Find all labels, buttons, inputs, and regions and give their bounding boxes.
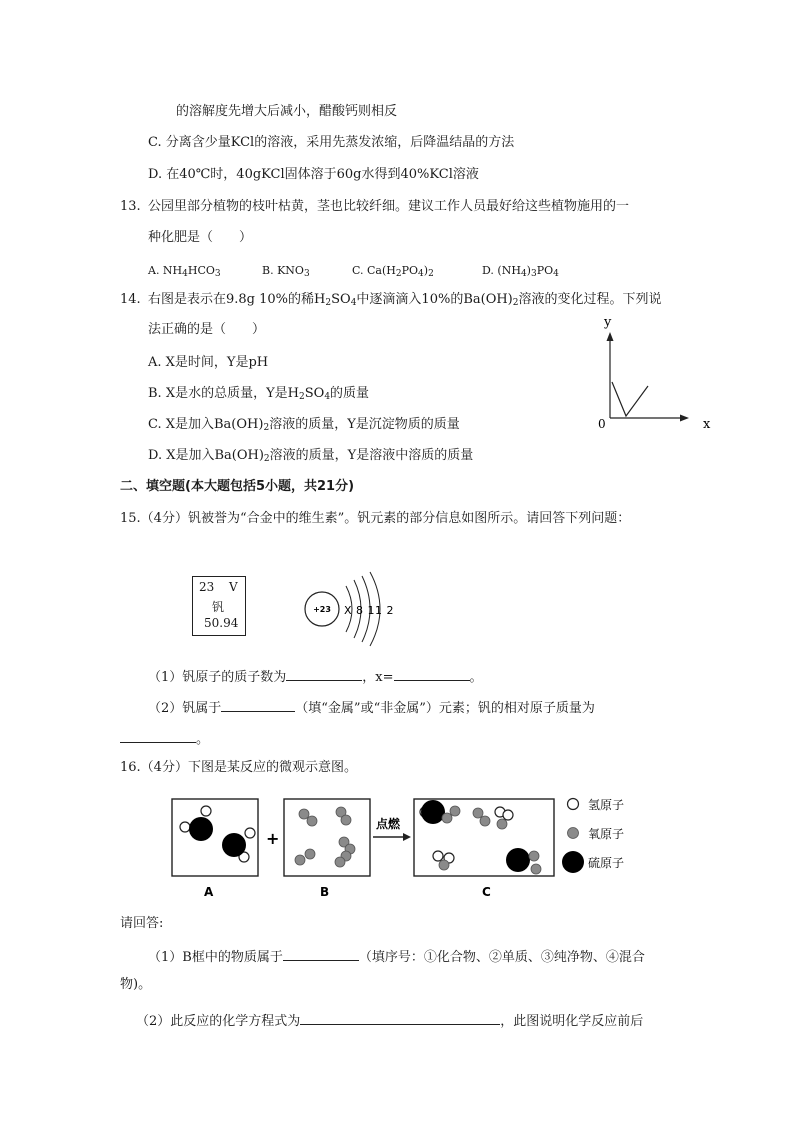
element-symbol: V: [229, 580, 238, 594]
element-card: [192, 576, 246, 636]
q15-sub2-cont: 。: [120, 728, 209, 749]
q16-stem: 16.（4分）下图是某反应的微观示意图。: [120, 760, 357, 775]
q16-blank-b-category[interactable]: [283, 946, 359, 961]
q13-option-c: C. $Ca(H_2PO_4)_2$: [352, 264, 434, 279]
q14-stem-line2: 法正确的是（ ）: [148, 322, 266, 337]
q16-sub1-cont: 物)。: [120, 977, 152, 992]
q14-option-c: C. X是加入$Ba(OH)_2$溶液的质量，Y是沉淀物质的质量: [148, 417, 460, 433]
q14-option-b: B. X是水的总质量，Y是$H_2SO_4$的质量: [148, 386, 370, 402]
section2-title: 二、填空题(本大题包括5小题，共21分): [120, 479, 355, 494]
q14-option-d: D. X是加入$Ba(OH)_2$溶液的质量，Y是溶液中溶质的质量: [148, 448, 474, 464]
box-b-molecules: [295, 807, 355, 867]
q14-y-label: y: [604, 315, 612, 330]
q13-number: 13.: [120, 199, 141, 214]
q13-stem-line2: 种化肥是（ ）: [148, 230, 253, 245]
q12-option-b-continued: 的溶解度先增大后减小，醋酸钙则相反: [176, 104, 398, 119]
q14-graph: [590, 310, 720, 435]
q15-blank-proton-count[interactable]: [286, 666, 362, 681]
q15-blank-atomic-mass[interactable]: [120, 728, 196, 743]
atom-nucleus-charge: +23: [313, 605, 331, 614]
reaction-diagram: [160, 790, 660, 902]
q14-option-a: A. X是时间，Y是pH: [148, 355, 269, 370]
q15-blank-metal[interactable]: [221, 697, 295, 712]
plus-sign: +: [266, 829, 280, 848]
q15-blank-x[interactable]: [394, 666, 470, 681]
q15-sub1: （1）钒原子的质子数为 ，x= 。: [148, 666, 483, 687]
q14-x-label: x: [703, 417, 711, 432]
legend-hydrogen-atom: [568, 799, 579, 810]
q12-option-d: D. 在40℃时，40gKCl固体溶于60g水得到40%KCl溶液: [148, 167, 479, 182]
q12-option-c: C. 分离含少量KCl的溶液，采用先蒸发浓缩，后降温结晶的方法: [148, 135, 515, 150]
q14-v-curve: [612, 382, 648, 416]
legend-sulfur-label: 硫原子: [588, 856, 625, 870]
q16-answer-intro: 请回答:: [120, 916, 164, 931]
q15-sub2: （2）钒属于 （填“金属”或“非金属”）元素；钒的相对原子质量为: [148, 697, 595, 718]
legend-hydrogen-label: 氢原子: [588, 798, 625, 812]
q14-x-arrow: [680, 415, 689, 422]
box-c-label: C: [482, 885, 491, 899]
box-b-label: B: [320, 885, 330, 899]
atom-structure-diagram: [298, 568, 408, 648]
arrow-label: 点燃: [376, 817, 401, 831]
box-a-label: A: [204, 885, 214, 899]
legend-oxygen-label: 氧原子: [588, 827, 625, 841]
q14-y-arrow: [607, 332, 614, 341]
q16-blank-equation[interactable]: [300, 1010, 500, 1025]
q16-sub1: （1）B框中的物质属于 （填序号：①化合物、②单质、③纯净物、④混合: [148, 946, 645, 967]
legend-oxygen-atom: [568, 828, 579, 839]
q14-origin-label: 0: [598, 417, 606, 431]
q15-stem: 15.（4分）钒被誉为“合金中的维生素”。钒元素的部分信息如图所示。请回答下列问题：: [120, 511, 631, 526]
element-atomic-number: 23: [199, 580, 215, 594]
q14-stem-line1: 右图是表示在9.8g 10%的稀$H_2SO_4$中逐滴滴入10%的$Ba(OH)_2$溶液的变化过程。下列说: [148, 292, 662, 308]
box-a: [172, 799, 258, 876]
box-a-molecules: [180, 806, 255, 862]
box-b: [284, 799, 370, 876]
reaction-arrowhead: [403, 833, 411, 841]
q16-sub2: （2）此反应的化学方程式为 ，此图说明化学反应前后: [136, 1010, 643, 1031]
q13-option-a: A. $NH_4HCO_3$: [148, 264, 221, 279]
box-c-molecules: [420, 800, 541, 874]
q13-stem-line1: 公园里部分植物的枝叶枯黄，茎也比较纤细。建议工作人员最好给这些植物施用的一: [148, 199, 630, 214]
element-mass: 50.94: [204, 616, 239, 630]
q14-number: 14.: [120, 292, 141, 307]
element-name: 钒: [212, 600, 225, 614]
q13-option-b: B. $KNO_3$: [262, 264, 310, 279]
q13-option-d: D. $(NH_4)_3PO_4$: [482, 264, 559, 279]
legend-sulfur-atom: [562, 851, 584, 873]
atom-shell-counts: X 8 11 2: [344, 604, 395, 617]
